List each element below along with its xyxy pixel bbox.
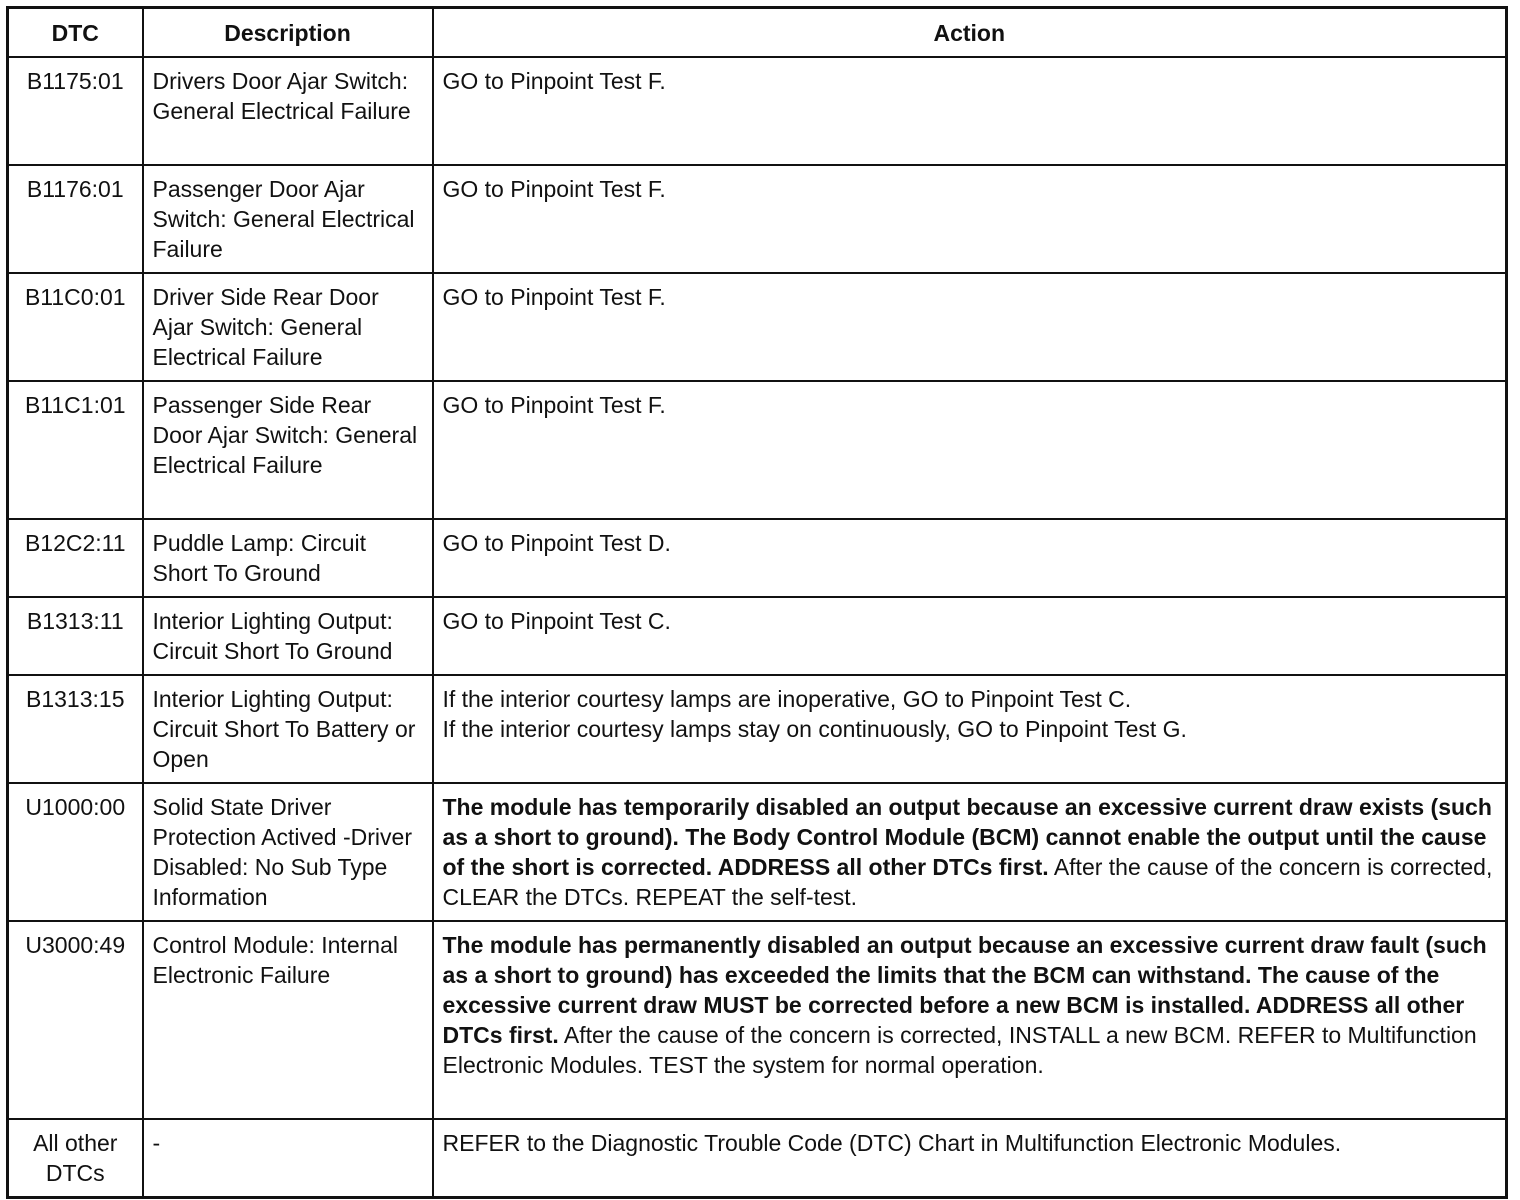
dtc-description: Interior Lighting Output: Circuit Short To Ground <box>143 597 433 675</box>
dtc-description: Interior Lighting Output: Circuit Short To Battery or Open <box>143 675 433 783</box>
dtc-action <box>433 675 1507 783</box>
action-emphasis-text: The module has temporarily disabled an output because an excessive current draw exists (such as a short to ground). The Body Control Module (BCM) cannot enable the output until the cause of the short is corrected. ADDRESS all other DTCs first. <box>442 794 1492 880</box>
dtc-action <box>433 1119 1507 1198</box>
dtc-code: B11C1:01 <box>8 381 143 519</box>
header-dtc: DTC <box>8 8 143 58</box>
dtc-action <box>433 519 1507 597</box>
table-row <box>8 921 1507 1119</box>
dtc-description: Drivers Door Ajar Switch: General Electrical Failure <box>143 57 433 165</box>
dtc-action <box>433 57 1507 165</box>
action-text: GO to Pinpoint Test F. <box>442 176 666 202</box>
action-text: GO to Pinpoint Test F. <box>442 68 666 94</box>
header-action: Action <box>433 8 1507 58</box>
dtc-action <box>433 783 1507 921</box>
dtc-description: Driver Side Rear Door Ajar Switch: General Electrical Failure <box>143 273 433 381</box>
dtc-code: B12C2:11 <box>8 519 143 597</box>
action-text: After the cause of the concern is corrected, INSTALL a new BCM. REFER to Multifunction Electronic Modules. TEST the system for normal operation. <box>442 1022 1477 1078</box>
action-text: After the cause of the concern is corrected, CLEAR the DTCs. REPEAT the self-test. <box>442 854 1493 910</box>
dtc-code: B1176:01 <box>8 165 143 273</box>
action-text: GO to Pinpoint Test F. <box>442 392 666 418</box>
action-text: GO to Pinpoint Test D. <box>442 530 671 556</box>
dtc-action <box>433 273 1507 381</box>
dtc-description: Solid State Driver Protection Actived -Driver Disabled: No Sub Type Information <box>143 783 433 921</box>
dtc-code: U3000:49 <box>8 921 143 1119</box>
table-row <box>8 273 1507 381</box>
table-row <box>8 783 1507 921</box>
dtc-description: Control Module: Internal Electronic Failure <box>143 921 433 1119</box>
table-row <box>8 519 1507 597</box>
action-text: GO to Pinpoint Test C. <box>442 608 671 634</box>
dtc-code: B11C0:01 <box>8 273 143 381</box>
action-line: If the interior courtesy lamps stay on continuously, GO to Pinpoint Test G. <box>442 716 1187 742</box>
dtc-description: - <box>143 1119 433 1198</box>
header-description: Description <box>143 8 433 58</box>
action-line: If the interior courtesy lamps are inoperative, GO to Pinpoint Test C. <box>442 686 1132 712</box>
action-text: REFER to the Diagnostic Trouble Code (DTC) Chart in Multifunction Electronic Modules. <box>442 1130 1342 1156</box>
dtc-action <box>433 597 1507 675</box>
dtc-action <box>433 381 1507 519</box>
table-header-row <box>8 8 1507 58</box>
table-row <box>8 165 1507 273</box>
dtc-description: Puddle Lamp: Circuit Short To Ground <box>143 519 433 597</box>
action-text: GO to Pinpoint Test F. <box>442 284 666 310</box>
table-row <box>8 675 1507 783</box>
table-row <box>8 597 1507 675</box>
dtc-description: Passenger Side Rear Door Ajar Switch: General Electrical Failure <box>143 381 433 519</box>
table-row <box>8 1119 1507 1198</box>
action-emphasis-text: The module has permanently disabled an output because an excessive current draw fault (such as a short to ground) has exceeded the limits that the BCM can withstand. The cause of the excessive current draw MUST be corrected before a new BCM is installed. ADDRESS all other DTCs first. <box>442 932 1487 1048</box>
dtc-code: B1313:11 <box>8 597 143 675</box>
dtc-table <box>6 6 1508 1199</box>
dtc-code: U1000:00 <box>8 783 143 921</box>
table-row <box>8 381 1507 519</box>
dtc-code: All other DTCs <box>8 1119 143 1198</box>
dtc-description: Passenger Door Ajar Switch: General Electrical Failure <box>143 165 433 273</box>
dtc-action <box>433 921 1507 1119</box>
table-row <box>8 57 1507 165</box>
dtc-code: B1313:15 <box>8 675 143 783</box>
dtc-action <box>433 165 1507 273</box>
dtc-code: B1175:01 <box>8 57 143 165</box>
